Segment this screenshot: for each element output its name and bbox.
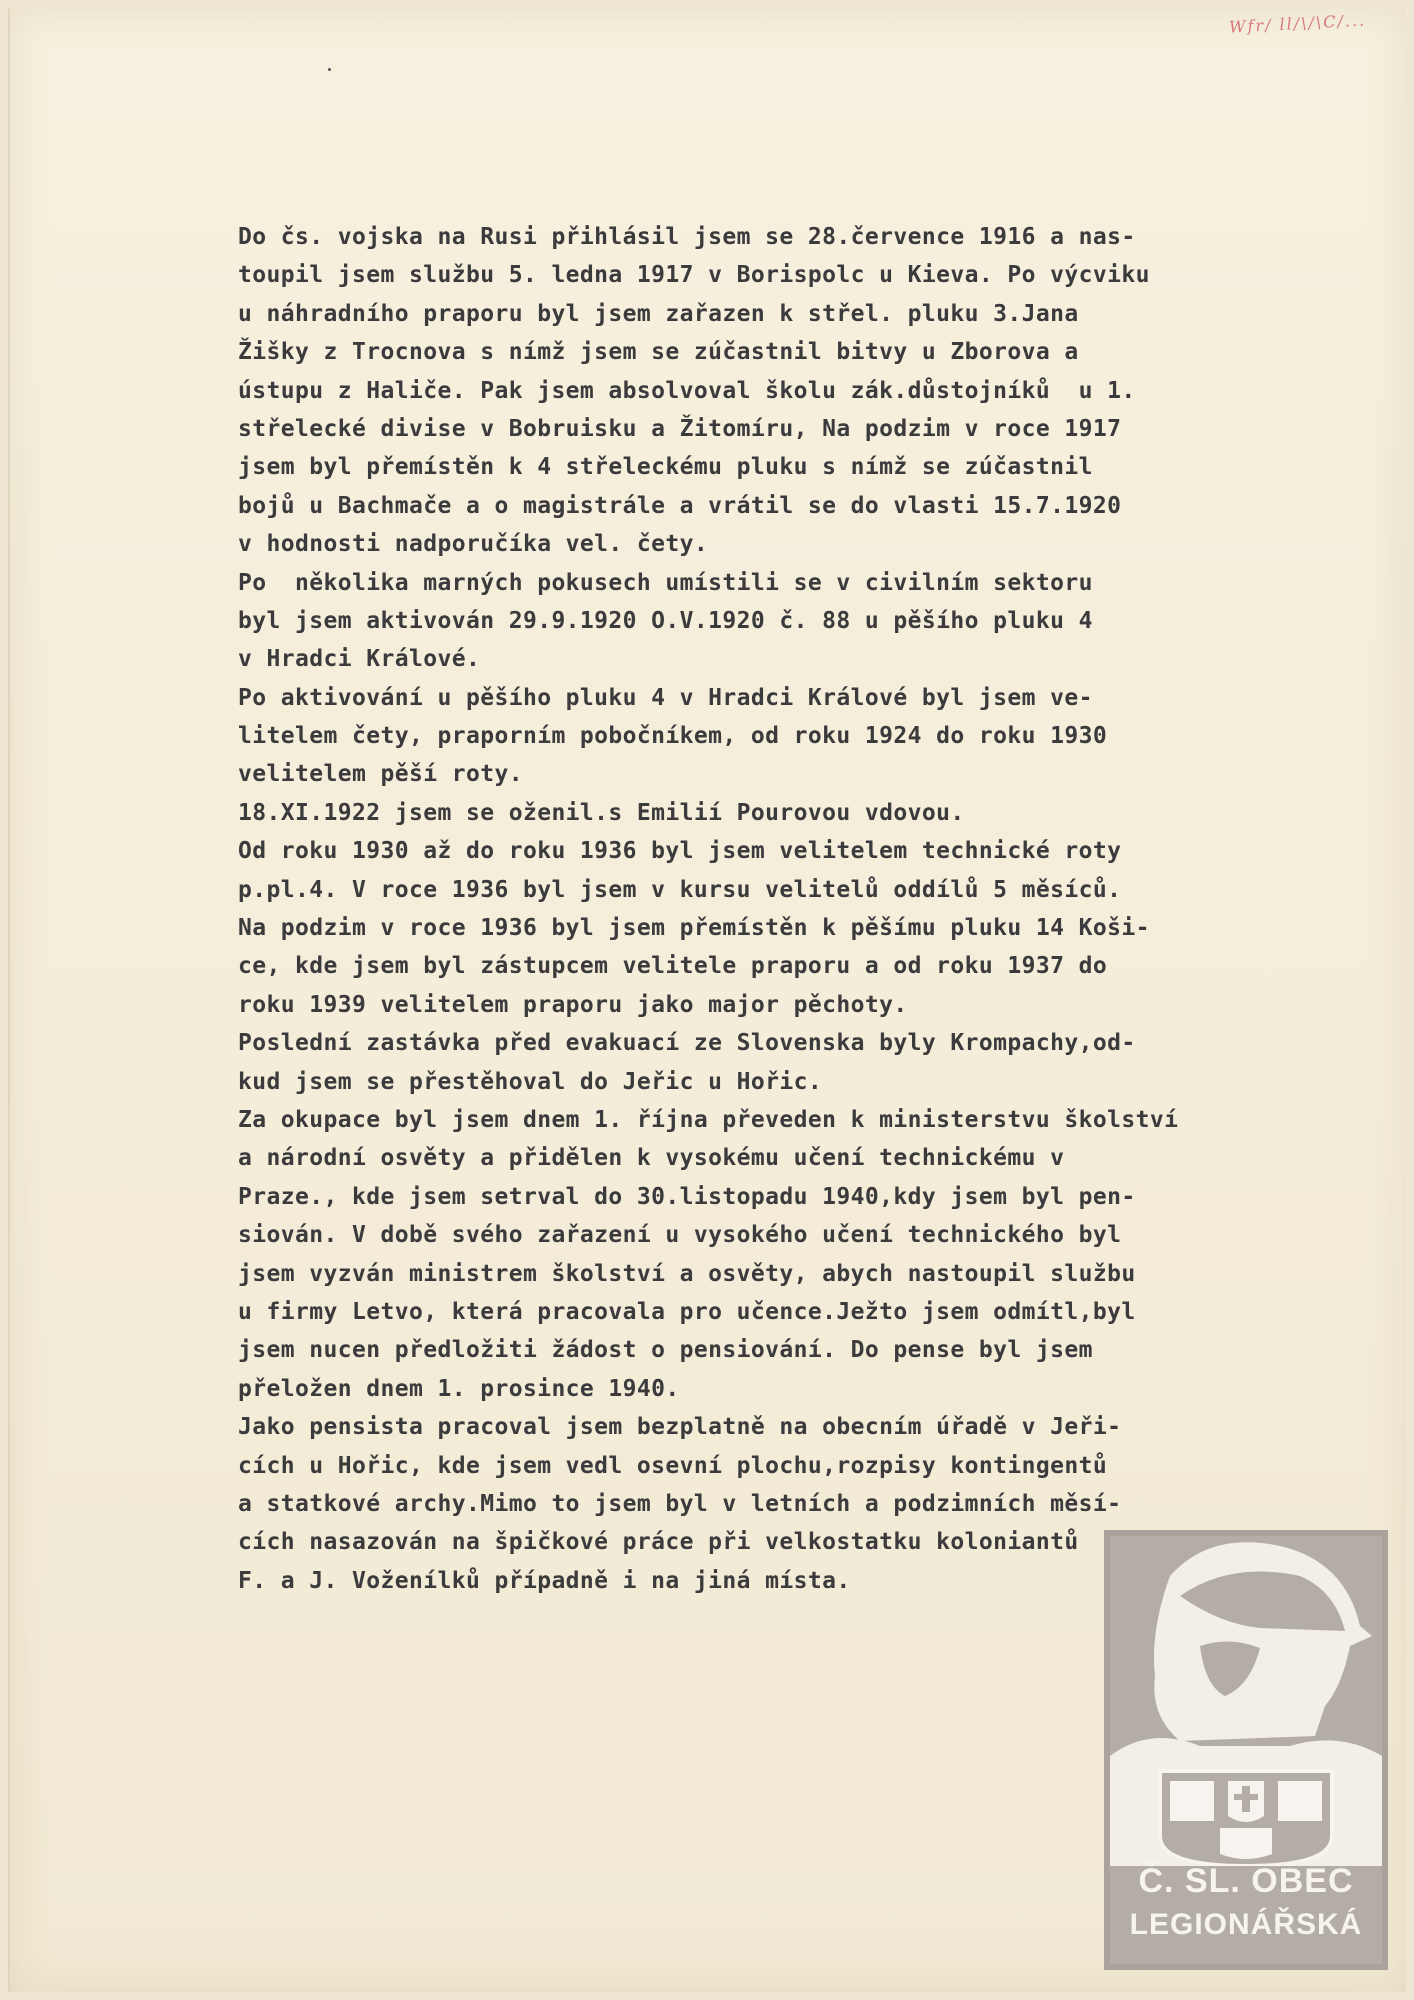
logo-text-line1: Č. SL. OBEC — [1138, 1862, 1354, 1900]
text-line: ústupu z Haliče. Pak jsem absolvoval školu zák.důstojníků u 1. — [238, 377, 1136, 404]
text-line: Jako pensista pracoval jsem bezplatně na obecním úřadě v Jeři- — [238, 1414, 1122, 1441]
legion-logo — [1104, 1530, 1388, 1970]
text-line: ce, kde jsem byl zástupcem velitele praporu a od roku 1937 do — [238, 953, 1108, 980]
text-line: byl jsem aktivován 29.9.1920 O.V.1920 č. 88 u pěšího pluku 4 — [238, 607, 1093, 634]
text-line: cích nasazován na špičkové práce při velkostatku koloniantů — [238, 1529, 1079, 1556]
text-line: kud jsem se přestěhoval do Jeřic u Hořic. — [238, 1068, 823, 1095]
text-line: Do čs. vojska na Rusi přihlásil jsem se 28.července 1916 a nas- — [238, 224, 1136, 250]
text-line: F. a J. Voženílků případně i na jiná místa. — [238, 1567, 851, 1594]
typewritten-text — [238, 218, 1368, 1600]
text-line: velitelem pěší roty. — [238, 761, 523, 788]
text-line: jsem vyzván ministrem školství a osvěty, abych nastoupil službu — [238, 1260, 1136, 1287]
margin-mark: Wfr/ ll/\/\C/... — [1228, 10, 1367, 37]
text-line: bojů u Bachmače a o magistrále a vrátil se do vlasti 15.7.1920 — [238, 492, 1122, 519]
text-line: roku 1939 velitelem praporu jako major pěchoty. — [238, 991, 908, 1018]
text-line: přeložen dnem 1. prosince 1940. — [238, 1375, 680, 1402]
text-line: v Hradci Králové. — [238, 646, 481, 673]
text-line: siován. V době svého zařazení u vysokého učení technického byl — [238, 1222, 1122, 1249]
text-line: střelecké divise v Bobruisku a Žitomíru, Na podzim v roce 1917 — [238, 415, 1122, 442]
ink-dot — [328, 68, 331, 71]
text-line: jsem byl přemístěn k 4 střeleckému pluku s nímž se zúčastnil — [238, 454, 1093, 481]
text-line: Za okupace byl jsem dnem 1. října převeden k ministerstvu školství — [238, 1106, 1179, 1133]
text-line: Po aktivování u pěšího pluku 4 v Hradci Králové byl jsem ve- — [238, 684, 1093, 711]
text-line: jsem nucen předložiti žádost o pensiování. Do pense byl jsem — [238, 1337, 1093, 1364]
text-line: a národní osvěty a přidělen k vysokému učení technickému v — [238, 1145, 1065, 1172]
text-line: Od roku 1930 až do roku 1936 byl jsem velitelem technické roty — [238, 838, 1122, 865]
text-line: 18.XI.1922 jsem se oženil.s Emilií Pourovou vdovou. — [238, 799, 965, 826]
text-line: Poslední zastávka před evakuací ze Slovenska byly Krompachy,od- — [238, 1030, 1136, 1057]
text-line: v hodnosti nadporučíka vel. čety. — [238, 531, 709, 558]
text-line: toupil jsem službu 5. ledna 1917 v Borispolc u Kieva. Po výcviku — [238, 262, 1150, 289]
text-line: Na podzim v roce 1936 byl jsem přemístěn k pěšímu pluku 14 Koši- — [238, 915, 1150, 942]
text-line: Praze., kde jsem setrval do 30.listopadu 1940,kdy jsem byl pen- — [238, 1183, 1136, 1210]
text-line: p.pl.4. V roce 1936 byl jsem v kursu velitelů oddílů 5 měsíců. — [238, 876, 1122, 903]
text-line: Žišky z Trocnova s nímž jsem se zúčastnil bitvy u Zborova a — [238, 339, 1079, 366]
text-line: Po několika marných pokusech umístili se v civilním sektoru — [238, 569, 1093, 596]
text-line: u firmy Letvo, která pracovala pro učence.Ježto jsem odmítl,byl — [238, 1298, 1136, 1325]
text-line: litelem čety, praporním pobočníkem, od roku 1924 do roku 1930 — [238, 723, 1108, 750]
text-line: a statkové archy.Mimo to jsem byl v letních a podzimních měsí- — [238, 1490, 1122, 1517]
text-line: u náhradního praporu byl jsem zařazen k střel. pluku 3.Jana — [238, 300, 1079, 327]
soldier-emblem-icon — [1110, 1536, 1382, 1866]
text-line: cích u Hořic, kde jsem vedl osevní plochu,rozpisy kontingentů — [238, 1452, 1108, 1479]
logo-text-line2: LEGIONÁŘSKÁ — [1129, 1908, 1363, 1941]
